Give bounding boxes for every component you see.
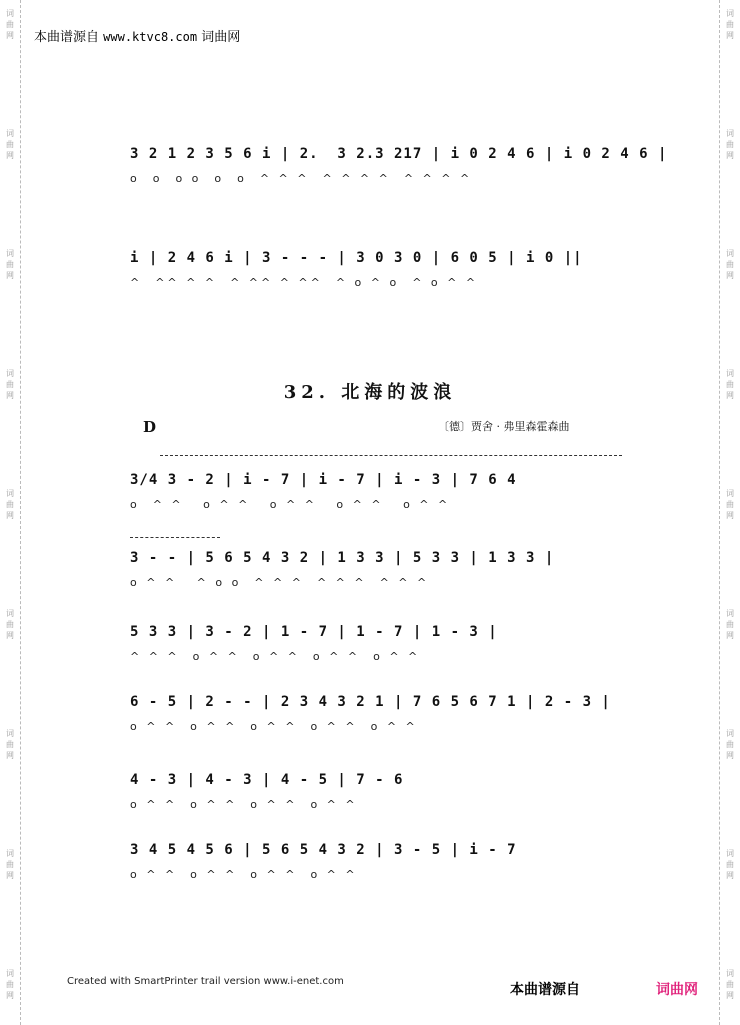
notes-line: 3 - - | 5 6 5 4 3 2 | 1 3 3 | 5 3 3 | 1 3 3 |	[130, 550, 555, 566]
watermark-text: 词曲网	[726, 129, 734, 160]
watermark-text: 词曲网	[6, 249, 14, 280]
watermark-text: 词曲网	[6, 9, 14, 40]
notes-line: 3 2 1 2 3 5 6 i | 2. 3 2.3 217 | i 0 2 4 6 | i 0 2 4 6 |	[130, 146, 668, 162]
score-row	[130, 842, 630, 882]
song-title: 32. 北海的波浪	[283, 382, 457, 403]
watermark-text: 词曲网	[726, 609, 734, 640]
octave-dash-line	[130, 537, 220, 538]
composer-credit: 〔德〕贾舍 · 弗里森霍森曲	[438, 420, 570, 433]
notes-line: 6 - 5 | 2 - - | 2 3 4 3 2 1 | 7 6 5 6 7 1 | 2 - 3 |	[130, 694, 611, 710]
notes-line: 3 4 5 4 5 6 | 5 6 5 4 3 2 | 3 - 5 | i - 7	[130, 842, 517, 858]
watermark-text: 词曲网	[726, 969, 734, 1000]
page-header	[34, 26, 240, 45]
right-watermark-strip	[719, 0, 740, 1025]
bowing-line: o o o o o o ^ ^ ^ ^ ^ ^ ^ ^ ^ ^ ^	[130, 172, 473, 185]
watermark-text: 词曲网	[6, 729, 14, 760]
watermark-text: 词曲网	[6, 969, 14, 1000]
bowing-line: o ^ ^ ^ o o ^ ^ ^ ^ ^ ^ ^ ^ ^	[130, 576, 430, 589]
watermark-text: 词曲网	[726, 249, 734, 280]
bowing-line: ^ ^ ^ o ^ ^ o ^ ^ o ^ ^ o ^ ^	[130, 650, 421, 663]
watermark-text: 词曲网	[6, 489, 14, 520]
notes-line: 4 - 3 | 4 - 3 | 4 - 5 | 7 - 6	[130, 772, 404, 788]
watermark-text: 词曲网	[726, 489, 734, 520]
watermark-text: 词曲网	[6, 129, 14, 160]
watermark-text: 词曲网	[6, 849, 14, 880]
watermark-text: 词曲网	[6, 609, 14, 640]
header-site-name: 本曲谱源自	[34, 30, 100, 45]
header-url-link[interactable]: www.ktvc8.com	[103, 30, 198, 44]
watermark-text: 词曲网	[726, 369, 734, 400]
notes-line: 5 3 3 | 3 - 2 | 1 - 7 | 1 - 7 | 1 - 3 |	[130, 624, 498, 640]
score-row	[130, 472, 630, 512]
notes-line: 3/4 3 - 2 | i - 7 | i - 7 | i - 3 | 7 6 4	[130, 472, 517, 488]
bowing-line: o ^ ^ o ^ ^ o ^ ^ o ^ ^ o ^ ^	[130, 498, 451, 511]
score-row	[130, 772, 630, 812]
octave-dash-line	[160, 455, 622, 456]
footer-created-note: Created with SmartPrinter trail version www.i-enet.com	[67, 976, 344, 987]
footer-brand-link[interactable]: 词曲网	[656, 982, 698, 998]
left-watermark-strip	[0, 0, 21, 1025]
bowing-line: ^ ^^ ^ ^ ^ ^^ ^ ^^ ^ o ^ o ^ o ^ ^	[130, 276, 479, 289]
watermark-text: 词曲网	[726, 849, 734, 880]
bowing-line: o ^ ^ o ^ ^ o ^ ^ o ^ ^ o ^ ^	[130, 720, 418, 733]
key-signature: D	[143, 418, 157, 436]
watermark-text: 词曲网	[6, 369, 14, 400]
footer-source: 本曲谱源自	[510, 982, 580, 998]
score-row	[130, 624, 630, 664]
score-row	[130, 250, 630, 290]
score-row	[130, 550, 630, 590]
bowing-line: o ^ ^ o ^ ^ o ^ ^ o ^ ^	[130, 798, 358, 811]
score-row	[130, 146, 668, 186]
watermark-text: 词曲网	[726, 729, 734, 760]
watermark-text: 词曲网	[726, 9, 734, 40]
notes-line: i | 2 4 6 i | 3 - - - | 3 0 3 0 | 6 0 5 | i 0 ||	[130, 250, 583, 266]
bowing-line: o ^ ^ o ^ ^ o ^ ^ o ^ ^	[130, 868, 358, 881]
score-row	[130, 694, 630, 734]
header-brand: 词曲网	[201, 30, 241, 45]
